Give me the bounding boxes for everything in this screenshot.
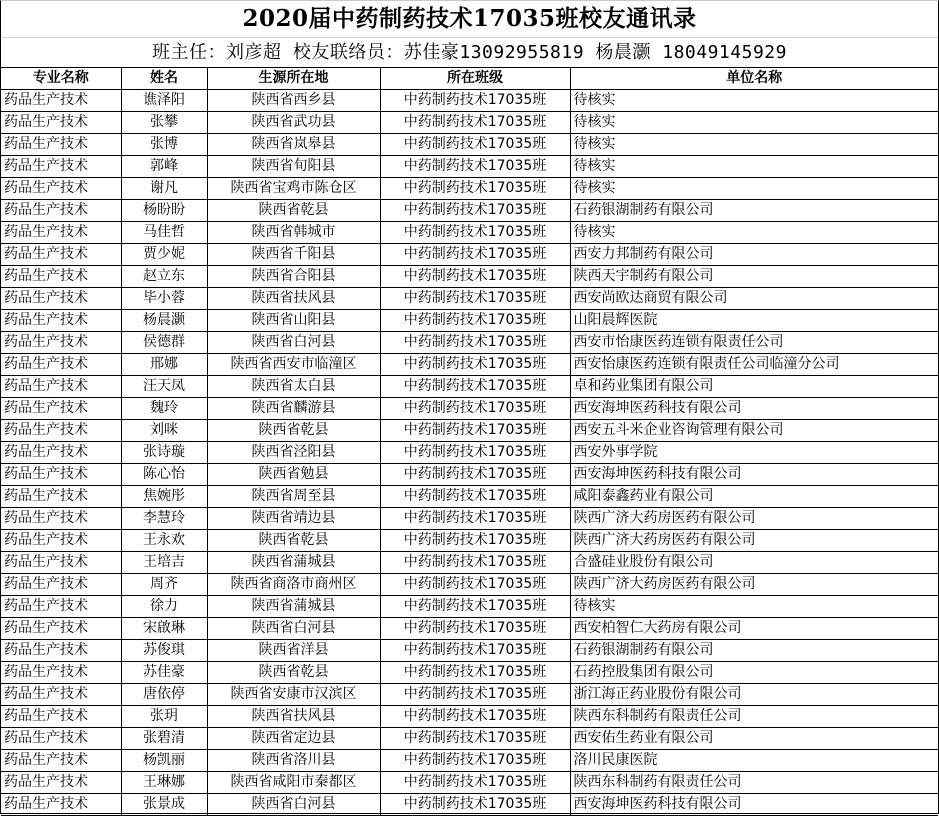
table-row (1, 288, 938, 310)
major-cell[interactable]: 药品生产技术 (1, 442, 121, 464)
name-cell[interactable]: 宋啟琳 (121, 618, 207, 640)
name-cell[interactable]: 张碧清 (121, 728, 207, 750)
table-row (1, 244, 938, 266)
class-cell[interactable]: 中药制药技术17035班 (380, 420, 570, 442)
major-cell[interactable]: 药品生产技术 (1, 332, 121, 354)
employer-cell[interactable]: 西安海坤医药科技有限公司 (570, 464, 938, 486)
major-cell[interactable]: 药品生产技术 (1, 266, 121, 288)
name-cell[interactable]: 杨晨灏 (121, 310, 207, 332)
page-title: 2020届中药制药技术17035班校友通讯录 (1, 1, 938, 38)
name-cell[interactable]: 郭峰 (121, 156, 207, 178)
hometown-cell[interactable]: 陕西省武功县 (207, 112, 380, 134)
hometown-cell[interactable]: 陕西省西乡县 (207, 90, 380, 112)
hometown-cell[interactable]: 陕西省勉县 (207, 464, 380, 486)
table-row (1, 90, 938, 112)
major-cell[interactable]: 药品生产技术 (1, 222, 121, 244)
table-row (1, 706, 938, 728)
hometown-cell[interactable]: 陕西省山阳县 (207, 310, 380, 332)
major-cell[interactable]: 药品生产技术 (1, 90, 121, 112)
employer-cell[interactable]: 西安柏智仁大药房有限公司 (570, 618, 938, 640)
table-row (1, 574, 938, 596)
header-hometown[interactable]: 生源所在地 (207, 68, 380, 90)
major-cell[interactable]: 药品生产技术 (1, 376, 121, 398)
name-cell[interactable]: 李慧玲 (121, 508, 207, 530)
name-cell[interactable]: 邢娜 (121, 354, 207, 376)
major-cell[interactable]: 药品生产技术 (1, 552, 121, 574)
employer-cell[interactable]: 西安外事学院 (570, 442, 938, 464)
table-row (1, 134, 938, 156)
employer-cell[interactable]: 陕西广济大药房医药有限公司 (570, 508, 938, 530)
employer-cell[interactable]: 浙江海正药业股份有限公司 (570, 684, 938, 706)
hometown-cell[interactable]: 陕西省乾县 (207, 420, 380, 442)
major-cell[interactable]: 药品生产技术 (1, 244, 121, 266)
hometown-cell[interactable]: 陕西省扶风县 (207, 288, 380, 310)
major-cell[interactable]: 药品生产技术 (1, 706, 121, 728)
class-cell[interactable]: 中药制药技术17035班 (380, 772, 570, 794)
name-cell[interactable]: 唐依停 (121, 684, 207, 706)
major-cell[interactable]: 药品生产技术 (1, 288, 121, 310)
table-row (1, 596, 938, 618)
table-row (1, 332, 938, 354)
name-cell[interactable]: 张景成 (121, 794, 207, 816)
class-cell[interactable]: 中药制药技术17035班 (380, 464, 570, 486)
major-cell[interactable]: 药品生产技术 (1, 156, 121, 178)
class-cell[interactable]: 中药制药技术17035班 (380, 618, 570, 640)
employer-cell[interactable]: 咸阳泰鑫药业有限公司 (570, 486, 938, 508)
employer-cell[interactable]: 西安佑生药业有限公司 (570, 728, 938, 750)
hometown-cell[interactable]: 陕西省合阳县 (207, 266, 380, 288)
header-employer[interactable]: 单位名称 (570, 68, 938, 90)
employer-cell[interactable]: 西安尚欧达商贸有限公司 (570, 288, 938, 310)
class-cell[interactable]: 中药制药技术17035班 (380, 706, 570, 728)
name-cell[interactable]: 杨凯丽 (121, 750, 207, 772)
class-cell[interactable]: 中药制药技术17035班 (380, 90, 570, 112)
hometown-cell[interactable]: 陕西省扶风县 (207, 706, 380, 728)
class-cell[interactable]: 中药制药技术17035班 (380, 684, 570, 706)
employer-cell[interactable]: 西安海坤医药科技有限公司 (570, 398, 938, 420)
table-row (1, 464, 938, 486)
major-cell[interactable]: 药品生产技术 (1, 200, 121, 222)
table-row (1, 310, 938, 332)
major-cell[interactable]: 药品生产技术 (1, 530, 121, 552)
hometown-cell[interactable]: 陕西省岚皋县 (207, 134, 380, 156)
class-cell[interactable]: 中药制药技术17035班 (380, 354, 570, 376)
name-cell[interactable]: 刘咪 (121, 420, 207, 442)
hometown-cell[interactable]: 陕西省安康市汉滨区 (207, 684, 380, 706)
employer-cell[interactable]: 西安力邦制药有限公司 (570, 244, 938, 266)
table-row (1, 266, 938, 288)
name-cell[interactable]: 苏佳豪 (121, 662, 207, 684)
class-cell[interactable]: 中药制药技术17035班 (380, 200, 570, 222)
header-major[interactable]: 专业名称 (1, 68, 121, 90)
hometown-cell[interactable]: 陕西省乾县 (207, 662, 380, 684)
name-cell[interactable]: 侯德群 (121, 332, 207, 354)
hometown-cell[interactable]: 陕西省周至县 (207, 486, 380, 508)
table-row (1, 486, 938, 508)
header-row (1, 68, 938, 90)
class-cell[interactable]: 中药制药技术17035班 (380, 310, 570, 332)
employer-cell[interactable]: 待核实 (570, 178, 938, 200)
class-cell[interactable]: 中药制药技术17035班 (380, 794, 570, 816)
employer-cell[interactable]: 陕西东科制药有限责任公司 (570, 706, 938, 728)
major-cell[interactable]: 药品生产技术 (1, 508, 121, 530)
employer-cell[interactable]: 卓和药业集团有限公司 (570, 376, 938, 398)
employer-cell[interactable]: 待核实 (570, 134, 938, 156)
class-cell[interactable]: 中药制药技术17035班 (380, 398, 570, 420)
major-cell[interactable]: 药品生产技术 (1, 464, 121, 486)
employer-cell[interactable]: 陕西广济大药房医药有限公司 (570, 530, 938, 552)
class-cell[interactable]: 中药制药技术17035班 (380, 112, 570, 134)
hometown-cell[interactable]: 陕西省乾县 (207, 200, 380, 222)
major-cell[interactable]: 药品生产技术 (1, 684, 121, 706)
hometown-cell[interactable]: 陕西省韩城市 (207, 222, 380, 244)
hometown-cell[interactable]: 陕西省蒲城县 (207, 552, 380, 574)
major-cell[interactable]: 药品生产技术 (1, 662, 121, 684)
class-cell[interactable]: 中药制药技术17035班 (380, 530, 570, 552)
employer-cell[interactable]: 待核实 (570, 112, 938, 134)
major-cell[interactable]: 药品生产技术 (1, 794, 121, 816)
hometown-cell[interactable]: 陕西省千阳县 (207, 244, 380, 266)
class-cell[interactable]: 中药制药技术17035班 (380, 596, 570, 618)
employer-cell[interactable]: 石药银湖制药有限公司 (570, 200, 938, 222)
name-cell[interactable]: 谯泽阳 (121, 90, 207, 112)
major-cell[interactable]: 药品生产技术 (1, 486, 121, 508)
major-cell[interactable]: 药品生产技术 (1, 134, 121, 156)
class-cell[interactable]: 中药制药技术17035班 (380, 442, 570, 464)
name-cell[interactable]: 周齐 (121, 574, 207, 596)
hometown-cell[interactable]: 陕西省宝鸡市陈仓区 (207, 178, 380, 200)
class-cell[interactable]: 中药制药技术17035班 (380, 288, 570, 310)
employer-cell[interactable]: 陕西天宇制药有限公司 (570, 266, 938, 288)
table-row (1, 354, 938, 376)
table-row (1, 552, 938, 574)
table-row (1, 508, 938, 530)
class-cell[interactable]: 中药制药技术17035班 (380, 750, 570, 772)
table-row (1, 376, 938, 398)
employer-cell[interactable]: 待核实 (570, 222, 938, 244)
name-cell[interactable]: 陈心怡 (121, 464, 207, 486)
class-cell[interactable]: 中药制药技术17035班 (380, 662, 570, 684)
hometown-cell[interactable]: 陕西省麟游县 (207, 398, 380, 420)
name-cell[interactable]: 张诗璇 (121, 442, 207, 464)
class-cell[interactable]: 中药制药技术17035班 (380, 376, 570, 398)
class-cell[interactable]: 中药制药技术17035班 (380, 508, 570, 530)
hometown-cell[interactable]: 陕西省洛川县 (207, 750, 380, 772)
table-row (1, 772, 938, 794)
hometown-cell[interactable]: 陕西省白河县 (207, 332, 380, 354)
class-cell[interactable]: 中药制药技术17035班 (380, 332, 570, 354)
table-row (1, 530, 938, 552)
hometown-cell[interactable]: 陕西省西安市临潼区 (207, 354, 380, 376)
table-row (1, 794, 938, 816)
class-cell[interactable]: 中药制药技术17035班 (380, 156, 570, 178)
name-cell[interactable]: 焦婉彤 (121, 486, 207, 508)
name-cell[interactable]: 徐力 (121, 596, 207, 618)
class-cell[interactable]: 中药制药技术17035班 (380, 178, 570, 200)
major-cell[interactable]: 药品生产技术 (1, 354, 121, 376)
table-row (1, 662, 938, 684)
class-cell[interactable]: 中药制药技术17035班 (380, 134, 570, 156)
class-cell[interactable]: 中药制药技术17035班 (380, 640, 570, 662)
major-cell[interactable]: 药品生产技术 (1, 750, 121, 772)
major-cell[interactable]: 药品生产技术 (1, 772, 121, 794)
employer-cell[interactable]: 待核实 (570, 596, 938, 618)
table-row (1, 398, 938, 420)
hometown-cell[interactable]: 陕西省定边县 (207, 728, 380, 750)
table-row (1, 750, 938, 772)
major-cell[interactable]: 药品生产技术 (1, 112, 121, 134)
table-row (1, 200, 938, 222)
hometown-cell[interactable]: 陕西省乾县 (207, 530, 380, 552)
roster-table (1, 68, 938, 816)
table-row (1, 420, 938, 442)
class-cell[interactable]: 中药制药技术17035班 (380, 266, 570, 288)
class-cell[interactable]: 中药制药技术17035班 (380, 486, 570, 508)
major-cell[interactable]: 药品生产技术 (1, 596, 121, 618)
class-cell[interactable]: 中药制药技术17035班 (380, 244, 570, 266)
employer-cell[interactable]: 合盛硅业股份有限公司 (570, 552, 938, 574)
header-name[interactable]: 姓名 (121, 68, 207, 90)
employer-cell[interactable]: 石药银湖制药有限公司 (570, 640, 938, 662)
name-cell[interactable]: 张攀 (121, 112, 207, 134)
class-cell[interactable]: 中药制药技术17035班 (380, 574, 570, 596)
hometown-cell[interactable]: 陕西省泾阳县 (207, 442, 380, 464)
table-row (1, 684, 938, 706)
major-cell[interactable]: 药品生产技术 (1, 310, 121, 332)
employer-cell[interactable]: 山阳晨辉医院 (570, 310, 938, 332)
table-row (1, 156, 938, 178)
employer-cell[interactable]: 石药控股集团有限公司 (570, 662, 938, 684)
name-cell[interactable]: 王永欢 (121, 530, 207, 552)
hometown-cell[interactable]: 陕西省蒲城县 (207, 596, 380, 618)
name-cell[interactable]: 谢凡 (121, 178, 207, 200)
employer-cell[interactable]: 陕西东科制药有限责任公司 (570, 772, 938, 794)
class-cell[interactable]: 中药制药技术17035班 (380, 552, 570, 574)
class-cell[interactable]: 中药制药技术17035班 (380, 728, 570, 750)
table-row (1, 640, 938, 662)
name-cell[interactable]: 王琳娜 (121, 772, 207, 794)
hometown-cell[interactable]: 陕西省商洛市商州区 (207, 574, 380, 596)
employer-cell[interactable]: 待核实 (570, 156, 938, 178)
table-row (1, 442, 938, 464)
major-cell[interactable]: 药品生产技术 (1, 398, 121, 420)
major-cell[interactable]: 药品生产技术 (1, 574, 121, 596)
employer-cell[interactable]: 西安五斗米企业咨询管理有限公司 (570, 420, 938, 442)
major-cell[interactable]: 药品生产技术 (1, 178, 121, 200)
name-cell[interactable]: 杨盼盼 (121, 200, 207, 222)
hometown-cell[interactable]: 陕西省旬阳县 (207, 156, 380, 178)
major-cell[interactable]: 药品生产技术 (1, 728, 121, 750)
major-cell[interactable]: 药品生产技术 (1, 640, 121, 662)
contact-line: 班主任：刘彦超 校友联络员：苏佳豪13092955819 杨晨灏 18049145929 (1, 38, 938, 68)
name-cell[interactable]: 王培吉 (121, 552, 207, 574)
table-row (1, 618, 938, 640)
employer-cell[interactable]: 待核实 (570, 90, 938, 112)
employer-cell[interactable]: 西安海坤医药科技有限公司 (570, 794, 938, 816)
major-cell[interactable]: 药品生产技术 (1, 618, 121, 640)
name-cell[interactable]: 汪天凤 (121, 376, 207, 398)
hometown-cell[interactable]: 陕西省咸阳市秦都区 (207, 772, 380, 794)
table-row (1, 728, 938, 750)
hometown-cell[interactable]: 陕西省靖边县 (207, 508, 380, 530)
hometown-cell[interactable]: 陕西省太白县 (207, 376, 380, 398)
table-row (1, 178, 938, 200)
employer-cell[interactable]: 西安市怡康医药连锁有限责任公司 (570, 332, 938, 354)
hometown-cell[interactable]: 陕西省白河县 (207, 794, 380, 816)
employer-cell[interactable]: 陕西广济大药房医药有限公司 (570, 574, 938, 596)
employer-cell[interactable]: 洛川民康医院 (570, 750, 938, 772)
name-cell[interactable]: 马佳哲 (121, 222, 207, 244)
name-cell[interactable]: 毕小蓉 (121, 288, 207, 310)
class-cell[interactable]: 中药制药技术17035班 (380, 222, 570, 244)
major-cell[interactable]: 药品生产技术 (1, 420, 121, 442)
name-cell[interactable]: 张玥 (121, 706, 207, 728)
hometown-cell[interactable]: 陕西省白河县 (207, 618, 380, 640)
header-class[interactable]: 所在班级 (380, 68, 570, 90)
employer-cell[interactable]: 西安怡康医药连锁有限责任公司临潼分公司 (570, 354, 938, 376)
name-cell[interactable]: 苏俊琪 (121, 640, 207, 662)
name-cell[interactable]: 魏玲 (121, 398, 207, 420)
table-row (1, 222, 938, 244)
table-row (1, 112, 938, 134)
name-cell[interactable]: 张博 (121, 134, 207, 156)
name-cell[interactable]: 贾少妮 (121, 244, 207, 266)
hometown-cell[interactable]: 陕西省洋县 (207, 640, 380, 662)
name-cell[interactable]: 赵立东 (121, 266, 207, 288)
